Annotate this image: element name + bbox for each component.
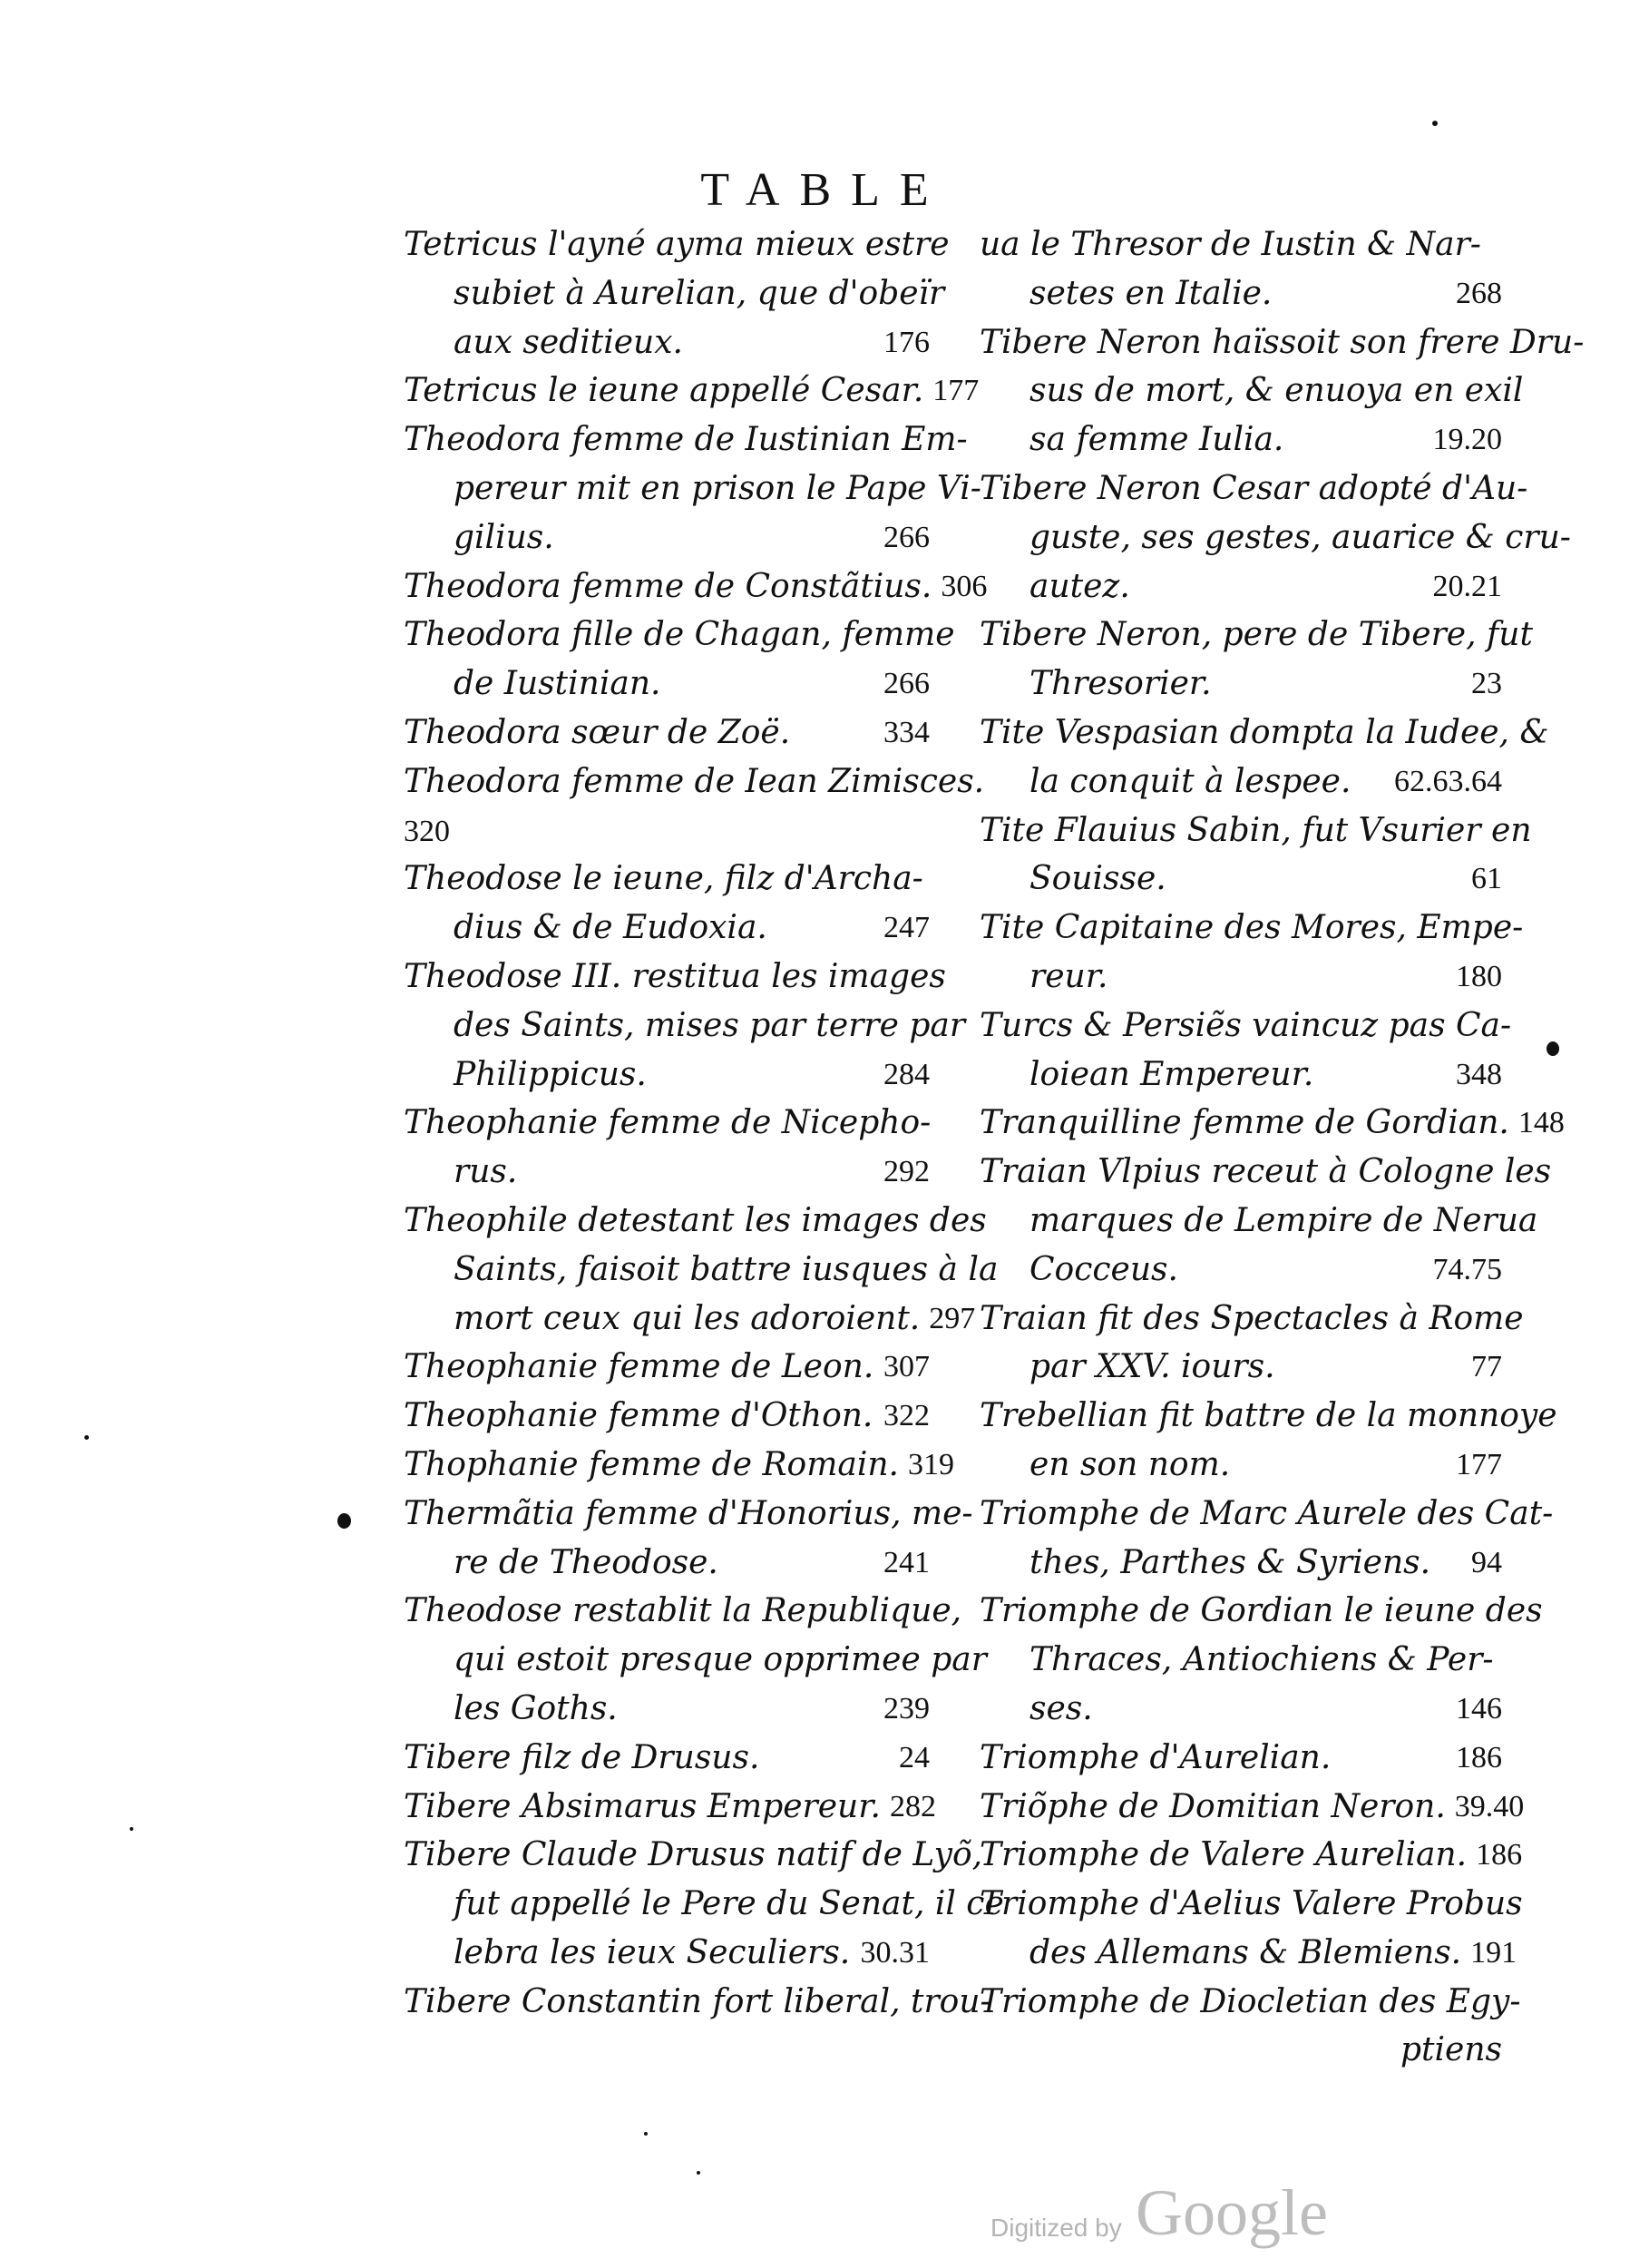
- page-number: 266: [883, 667, 930, 701]
- entry-text: guste, ses gestes, auarice & cru-: [1029, 518, 1571, 556]
- entry-text: Tibere Neron haïssoit son frere Dru-: [980, 323, 1585, 361]
- entry-line: [404, 1880, 1004, 1929]
- entry-text: Theophanie femme d'Othon.: [404, 1397, 873, 1435]
- index-entry: [980, 904, 1524, 1002]
- entry-text: Theophile detestant les images des: [404, 1201, 987, 1239]
- entry-text: mort ceux qui les adoroient.: [454, 1299, 921, 1337]
- page-number: 307: [883, 1350, 930, 1384]
- entry-text: les Goths.: [454, 1689, 618, 1727]
- ink-speck: [1547, 1041, 1559, 1056]
- entry-text: par XXV. iours.: [1029, 1348, 1275, 1386]
- entry-text: gilius.: [454, 518, 554, 556]
- entry-text: Turcs & Persiẽs vaincuz pas Ca-: [980, 1006, 1512, 1044]
- entry-line: [980, 1246, 1502, 1295]
- entry-text: Tite Flauius Sabin, fut Vsurier en: [980, 811, 1532, 849]
- entry-line: [980, 1343, 1502, 1392]
- entry-line: [404, 1685, 930, 1734]
- index-entry: [404, 855, 930, 953]
- entry-line: [404, 611, 955, 660]
- index-entry: [404, 1783, 936, 1832]
- entry-line: [980, 269, 1502, 318]
- page-number: 186: [1476, 1838, 1523, 1872]
- entry-line: [980, 1929, 1517, 1978]
- entry-text: Tetricus le ieune appellé Cesar.: [404, 372, 924, 410]
- entry-line: [404, 318, 930, 367]
- page-number: 268: [1456, 276, 1502, 310]
- ink-speck: [1432, 121, 1438, 126]
- entry-line: [980, 1685, 1502, 1734]
- entry-line: [404, 1587, 962, 1636]
- index-entry: [980, 807, 1532, 904]
- entry-line: [980, 1783, 1525, 1832]
- entry-line: [404, 562, 988, 611]
- entry-text: Tibere Absimarus Empereur.: [404, 1787, 881, 1825]
- entry-line: [980, 1978, 1521, 2027]
- entry-text: Souisse.: [1029, 860, 1166, 898]
- entry-line: [404, 1539, 930, 1588]
- entry-text: Tetricus l'ayné ayma mieux estre: [404, 226, 950, 263]
- entry-line: [980, 2026, 1502, 2075]
- entry-text: en son nom.: [1029, 1445, 1231, 1483]
- entry-text: Tibere Neron Cesar adopté d'Au-: [980, 469, 1528, 507]
- entry-text: Triomphe de Marc Aurele des Cat-: [980, 1494, 1554, 1532]
- ink-speck: [644, 2132, 648, 2136]
- page-number: 334: [883, 715, 930, 749]
- entry-text: re de Theodose.: [454, 1543, 718, 1581]
- entry-line: [404, 367, 980, 415]
- page-number: 39.40: [1454, 1789, 1525, 1823]
- entry-line: [404, 1197, 987, 1246]
- entry-line: [980, 318, 1585, 367]
- index-entry: [980, 318, 1585, 464]
- entry-text: Theodora femme de Iean Zimisces.: [404, 762, 985, 800]
- entry-text: marques de Lempire de Nerua: [1029, 1201, 1538, 1239]
- index-entry: [404, 611, 955, 709]
- entry-line: [980, 904, 1524, 953]
- entry-line: [980, 1587, 1543, 1636]
- entry-text: sa femme Iulia.: [1029, 421, 1284, 459]
- index-entry: [980, 1783, 1525, 1832]
- entry-line: [980, 1148, 1552, 1197]
- ink-speck: [130, 1827, 133, 1831]
- page-number: 348: [1456, 1057, 1502, 1091]
- index-entry: [404, 1441, 954, 1490]
- entry-line: [980, 464, 1528, 513]
- index-entry: [980, 1880, 1523, 1978]
- ink-speck: [84, 1435, 89, 1440]
- entry-text: aux seditieux.: [454, 323, 683, 361]
- entry-line: [980, 1295, 1524, 1344]
- index-entry: [980, 1148, 1552, 1294]
- index-entry: [404, 415, 981, 562]
- entry-text: Theodora fille de Chagan, femme: [404, 616, 955, 654]
- entry-line: [980, 513, 1571, 562]
- entry-line: [980, 709, 1549, 758]
- entry-line: [980, 807, 1532, 855]
- page-number: 322: [883, 1399, 930, 1433]
- entry-line: [980, 1051, 1502, 1100]
- entry-text: Tibere filz de Drusus.: [404, 1738, 760, 1776]
- entry-line: [980, 1099, 1565, 1148]
- entry-text: Tibere Constantin fort liberal, trou-: [404, 1982, 991, 2020]
- entry-line: [404, 220, 950, 269]
- index-entry: [980, 1392, 1557, 1490]
- entry-line: [404, 1441, 954, 1490]
- entry-line: [980, 855, 1502, 904]
- entry-line: [980, 367, 1524, 415]
- entry-text: Tibere Neron, pere de Tibere, fut: [980, 616, 1533, 654]
- entry-line: [404, 269, 945, 318]
- page-number: 94: [1471, 1545, 1502, 1579]
- page-number: 297: [929, 1301, 976, 1335]
- entry-line: [980, 1197, 1538, 1246]
- entry-line: [404, 709, 930, 758]
- entry-text: Triomphe de Gordian le ieune des: [980, 1592, 1543, 1630]
- entry-text: Thresorier.: [1029, 665, 1212, 703]
- entry-text: Tibere Claude Drusus natif de Lyõ,: [404, 1836, 983, 1874]
- index-entry: [980, 464, 1571, 611]
- index-entry: [980, 1002, 1512, 1100]
- page-number: 292: [883, 1155, 930, 1189]
- entry-text: Cocceus.: [1029, 1250, 1178, 1288]
- page-number: 177: [1456, 1447, 1502, 1481]
- entry-line: [404, 1099, 930, 1148]
- index-entry: [404, 562, 988, 611]
- page-number: 24: [899, 1740, 930, 1774]
- entry-line: [404, 1246, 999, 1295]
- entry-text: Tite Vespasian dompta la Iudee, &: [980, 713, 1549, 751]
- index-entry: [980, 611, 1533, 709]
- entry-text: Triomphe d'Aurelian.: [980, 1738, 1332, 1776]
- entry-line: [404, 807, 930, 855]
- index-entry: [404, 1587, 987, 1733]
- entry-line: [404, 1636, 987, 1685]
- entry-line: [980, 660, 1502, 709]
- page-number: 241: [883, 1545, 930, 1579]
- entry-text: Thophanie femme de Romain.: [404, 1445, 899, 1483]
- entry-text: Theophanie femme de Nicepho-: [404, 1104, 932, 1142]
- entry-line: [404, 758, 985, 807]
- entry-line: [980, 1831, 1523, 1880]
- index-entry: [980, 1490, 1554, 1588]
- entry-text: loiean Empereur.: [1029, 1055, 1314, 1093]
- entry-line: [980, 1880, 1523, 1929]
- entry-text: rus.: [454, 1153, 518, 1191]
- index-entry: [404, 758, 985, 855]
- page-title: TABLE: [700, 164, 949, 216]
- entry-text: Triomphe de Diocletian des Egy-: [980, 1982, 1521, 2020]
- entry-text: Theophanie femme de Leon.: [404, 1348, 874, 1386]
- entry-line: [980, 1002, 1512, 1051]
- entry-text: Philippicus.: [454, 1055, 647, 1093]
- entry-line: [404, 1978, 991, 2027]
- index-entry: [404, 367, 980, 415]
- entry-line: [404, 660, 930, 709]
- entry-text: Tite Capitaine des Mores, Empe-: [980, 909, 1524, 947]
- index-entry: [404, 1392, 930, 1441]
- index-entry: [980, 1978, 1521, 2076]
- index-entry: [404, 709, 930, 758]
- entry-line: [980, 1441, 1502, 1490]
- entry-text: lebra les ieux Seculiers.: [454, 1933, 851, 1971]
- page-number: 191: [1470, 1935, 1517, 1970]
- page-number: 20.21: [1432, 569, 1502, 603]
- entry-text: Theodose le ieune, filz d'Archa-: [404, 860, 923, 898]
- page-number: 77: [1471, 1350, 1502, 1384]
- index-entry: [980, 1099, 1565, 1148]
- entry-line: [404, 855, 930, 904]
- digitized-by-label: Digitized by: [990, 2214, 1122, 2242]
- index-entry: [404, 1343, 930, 1392]
- entry-line: [980, 220, 1502, 269]
- page-number: 177: [932, 374, 980, 408]
- entry-text: Saints, faisoit battre iusques à la: [454, 1250, 999, 1288]
- entry-line: [404, 1343, 930, 1392]
- entry-line: [980, 1539, 1502, 1588]
- page-number: 319: [907, 1447, 954, 1481]
- entry-line: [404, 1490, 973, 1539]
- entry-text: Trebellian fit battre de la monnoye: [980, 1397, 1557, 1435]
- entry-line: [404, 1831, 983, 1880]
- entry-text: autez.: [1029, 567, 1130, 605]
- entry-line: [404, 464, 981, 513]
- entry-text: Tranquilline femme de Gordian.: [980, 1104, 1509, 1142]
- entry-text: des Allemans & Blemiens.: [1029, 1933, 1462, 1971]
- entry-text: pereur mit en prison le Pape Vi-: [454, 469, 981, 507]
- entry-line: [404, 513, 930, 562]
- index-entry: [980, 1734, 1502, 1783]
- index-entry: [404, 1978, 991, 2027]
- page-number: 148: [1517, 1106, 1565, 1140]
- entry-line: [980, 1734, 1502, 1783]
- entry-text: ptiens: [1400, 2031, 1502, 2069]
- entry-line: [404, 904, 930, 953]
- entry-line: [404, 1051, 930, 1100]
- index-entry: [980, 1831, 1523, 1880]
- ink-speck: [697, 2171, 700, 2175]
- entry-text: de Iustinian.: [454, 665, 661, 703]
- entry-text: setes en Italie.: [1029, 274, 1273, 312]
- index-column-right: [980, 220, 1585, 2075]
- entry-line: [404, 1783, 936, 1832]
- entry-text: fut appellé le Pere du Senat, il ce: [454, 1885, 1004, 1923]
- entry-text: des Saints, mises par terre par: [454, 1006, 966, 1044]
- entry-text: Theodose III. restitua les images: [404, 957, 946, 995]
- index-entry: [980, 1587, 1543, 1733]
- entry-text: Theodose restablit la Republique,: [404, 1592, 962, 1630]
- entry-line: [404, 1002, 966, 1051]
- page-number: 306: [941, 569, 988, 603]
- page-number: 239: [883, 1691, 930, 1725]
- entry-text: qui estoit presque opprimee par: [454, 1641, 987, 1679]
- page-number: 19.20: [1432, 423, 1502, 457]
- page-number: 320: [404, 814, 450, 848]
- page-number: 180: [1456, 959, 1502, 993]
- entry-line: [404, 415, 968, 464]
- entry-line: [404, 1392, 930, 1441]
- entry-text: thes, Parthes & Syriens.: [1029, 1543, 1431, 1581]
- entry-line: [980, 562, 1502, 611]
- entry-text: subiet à Aurelian, que d'obeïr: [454, 274, 945, 312]
- page-number: 176: [883, 325, 930, 359]
- entry-line: [980, 415, 1502, 464]
- entry-text: dius & de Eudoxia.: [454, 909, 767, 947]
- entry-text: Traian fit des Spectacles à Rome: [980, 1299, 1524, 1337]
- index-entry: [404, 1831, 1004, 1977]
- entry-text: Thermãtia femme d'Honorius, me-: [404, 1494, 973, 1532]
- google-watermark: Google: [1136, 2176, 1328, 2249]
- index-entry: [404, 220, 950, 367]
- entry-text: reur.: [1029, 957, 1108, 995]
- entry-text: Triomphe de Valere Aurelian.: [980, 1836, 1468, 1874]
- page-number: 247: [883, 911, 930, 945]
- entry-text: ua le Thresor de Iustin & Nar-: [980, 226, 1481, 263]
- index-entry: [404, 953, 966, 1099]
- entry-text: Traian Vlpius receut à Cologne les: [980, 1153, 1552, 1191]
- entry-line: [980, 758, 1502, 807]
- entry-text: Thraces, Antiochiens & Per-: [1029, 1641, 1494, 1679]
- entry-line: [404, 1734, 930, 1783]
- entry-line: [980, 1636, 1502, 1685]
- index-entry: [980, 709, 1549, 807]
- entry-line: [980, 953, 1502, 1002]
- ink-speck: [337, 1513, 351, 1529]
- page-number: 266: [883, 520, 930, 554]
- entry-line: [404, 1148, 930, 1197]
- page-number: 146: [1456, 1691, 1502, 1725]
- entry-text: la conquit à lespee.: [1029, 762, 1351, 800]
- page-number: 284: [883, 1057, 930, 1091]
- entry-text: Theodora femme de Constãtius.: [404, 567, 932, 605]
- entry-text: sus de mort, & enuoya en exil: [1029, 372, 1524, 410]
- index-entry: [404, 1734, 930, 1783]
- index-entry: [404, 1490, 973, 1588]
- index-entry: [404, 1197, 999, 1343]
- page-number: 23: [1471, 667, 1502, 701]
- entry-line: [980, 611, 1533, 660]
- entry-text: Triomphe d'Aelius Valere Probus: [980, 1885, 1523, 1923]
- index-column-left: [404, 220, 1004, 2026]
- entry-text: ses.: [1029, 1689, 1093, 1727]
- index-entry: [404, 1099, 930, 1197]
- index-entry: [980, 220, 1502, 318]
- page-number: 30.31: [860, 1935, 930, 1970]
- entry-text: Theodora femme de Iustinian Em-: [404, 421, 968, 459]
- page-number: 61: [1471, 862, 1502, 896]
- entry-text: Theodora sœur de Zoë.: [404, 713, 791, 751]
- page-number: 186: [1456, 1740, 1502, 1774]
- page-number: 62.63.64: [1394, 764, 1502, 798]
- index-entry: [980, 1295, 1524, 1393]
- entry-line: [404, 1929, 930, 1978]
- entry-line: [980, 1392, 1557, 1441]
- page-number: 74.75: [1432, 1252, 1502, 1286]
- entry-line: [404, 1295, 976, 1344]
- page-number: 282: [889, 1789, 936, 1823]
- entry-line: [404, 953, 946, 1002]
- entry-text: Triõphe de Domitian Neron.: [980, 1787, 1446, 1825]
- entry-line: [980, 1490, 1554, 1539]
